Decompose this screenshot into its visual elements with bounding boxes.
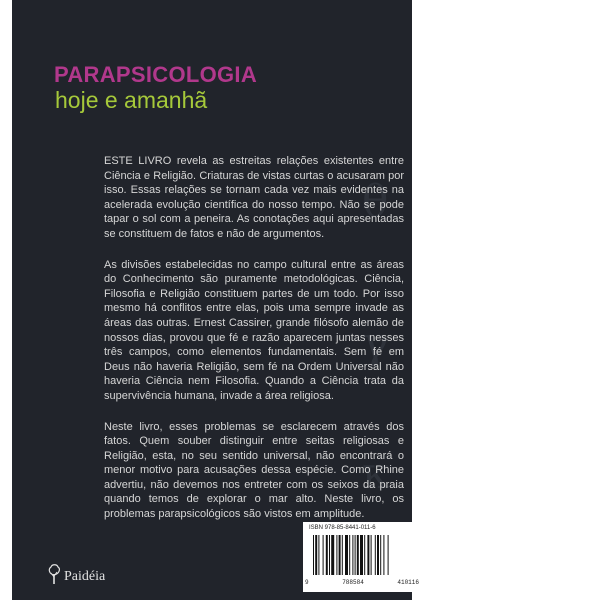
publisher-logo — [46, 563, 105, 585]
isbn-label: ISBN 978-85-8441-011-6 — [309, 525, 376, 531]
book-title: PARAPSICOLOGIA — [54, 62, 258, 87]
barcode-digits — [305, 579, 419, 586]
greek-letter-gamma: γ — [362, 318, 389, 369]
book-subtitle: hoje e amanhã — [55, 87, 208, 113]
barcode-digit-group-1: 788584 — [342, 579, 364, 586]
blurb-text — [104, 154, 404, 538]
blurb-paragraph-3: Neste livro, esses problemas se esclarecem através dos fatos. Quem souber distinguir entre seitas religiosas e Religião, esta, no seu sentido universal, não encontrará o menor motivo para acusações dessa espécie. Como Rhine advertiu, não devemos nos entreter com os seixos da praia quando temos de explorar o mar alto. Neste livro, os problemas parapsicológicos são vistos em amplitude. — [104, 420, 404, 521]
publisher-tree-icon — [46, 563, 62, 585]
barcode — [303, 522, 421, 592]
greek-letter-theta: θ — [362, 176, 389, 227]
publisher-name: Paidéia — [64, 569, 106, 584]
barcode-digit-prefix: 9 — [305, 579, 309, 586]
barcode-bars — [311, 535, 415, 575]
barcode-digit-group-2: 410116 — [397, 579, 419, 586]
book-back-cover — [12, 0, 419, 600]
blurb-paragraph-2: As divisões estabelecidas no campo cultural entre as áreas do Conhecimento são puramente metodológicas. Ciência, Filosofia e Religião constituem partes de um todo. Por isso mesmo há conflitos entre elas, pois uma sempre invade as áreas das outras. Ernest Cassirer, grande filósofo alemão de nossos dias, provou que fé e razão aparecem juntas nesses três campos, como elementos fundamentais. Sem fé em Deus não haveria Religião, sem fé na Ordem Universal não haveria Ciência nem Filosofia. Quando a Ciência trata da supervivência humana, invade a área religiosa. — [104, 258, 404, 402]
blurb-paragraph-1: ESTE LIVRO revela as estreitas relações existentes entre Ciência e Religião. Criaturas de vistas curtas o acusaram por isso. Essas relações se tornam cada vez mais evidentes na acelerada evolução científica do nosso tempo. Não se pode tapar o sol com a peneira. As conotações aqui apresentadas se constituem de fatos e não de argumentos. — [104, 155, 404, 240]
greek-letter-kappa: κ — [362, 448, 390, 499]
